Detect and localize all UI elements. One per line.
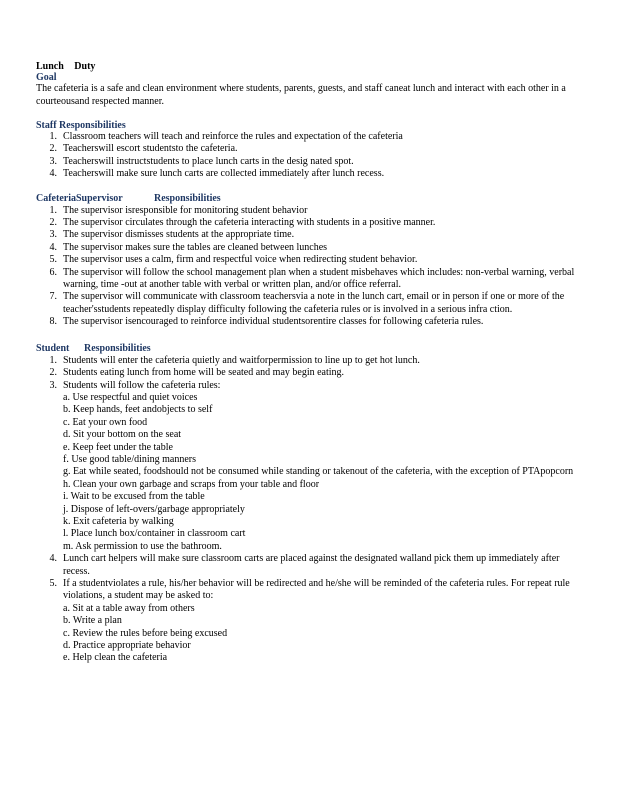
list-item: a. Use respectful and quiet voices [63, 391, 198, 403]
list-item: l. Place lunch box/container in classroom cart [63, 528, 246, 540]
list-item: b. Write a plan [63, 615, 122, 627]
list-item: i. Wait to be excused from the table [63, 491, 205, 503]
goal-text: The cafeteria is a safe and clean environment where students, parents, guests, and staff caneat lunch and interact with each other in a courteousand respected manner. [36, 83, 566, 107]
list-item: 5. The supervisor uses a calm, firm and respectful voice when redirecting student behavior. [49, 254, 418, 266]
list-item: 1. The supervisor isresponsible for monitoring student behavior [49, 204, 308, 216]
staff-heading: Staff Responsibilities [36, 120, 126, 131]
student-section [36, 343, 584, 665]
list-item: 7. The supervisor will communicate with classroom teachersvia a note in the lunch cart, email or in person if one or more of the teacher'sstudents repeatedly display difficulty following the cafeteria rules or is involved in a serious infra ction. [49, 291, 565, 315]
list-item: j. Dispose of left-overs/garbage appropriately [63, 503, 245, 515]
list-item: h. Clean your own garbage and scraps from your table and floor [63, 478, 320, 490]
supervisor-section [36, 193, 584, 329]
list-item: 3. Teacherswill instructstudents to place lunch carts in the desig nated spot. [49, 155, 354, 167]
goal-heading: Goal [36, 72, 57, 83]
list-item: 4. The supervisor makes sure the tables are cleaned between lunches [49, 241, 328, 253]
list-item: 8. The supervisor isencouraged to reinforce individual studentsorentire classes for following cafeteria rules. [49, 316, 484, 328]
document-page [36, 61, 584, 665]
list-item: 4. Lunch cart helpers will make sure classroom carts are placed against the designated walland pick them up immediately after recess. [49, 553, 560, 577]
list-item: e. Help clean the cafeteria [63, 652, 168, 664]
list-item: 2. The supervisor circulates through the cafeteria interacting with students in a positive manner. [49, 217, 436, 229]
list-item: 3. Students will follow the cafeteria rules: a. Use respectful and quiet voices b. Keep hands, feet andobjects to self c. Eat your own food d. Sit your bottom on the seat e. Keep feet under the table f. Use good table/dining manners g. Eat while seated, foodshould not be consumed while standing or takenout of the cafeteria, with the exception of PTApopcorn h. Clean your own garbage and scraps from your table and floor i. Wait to be excused from the table j. Dispose of left-overs/garbage appropriately k. Exit cafeteria by walking l. Place lunch box/container in classroom cart m. Ask permission to use the bathroom. [36, 380, 584, 554]
list-item: b. Keep hands, feet andobjects to self [63, 404, 213, 416]
list-item: 6. The supervisor will follow the school management plan when a student misbehaves which includes: non-verbal warning, verbal warning, time -out at another table with verbal or written plan, and/or office referral. [49, 266, 575, 291]
list-item: c. Review the rules before being excused [63, 627, 228, 639]
list-item: 2. Students eating lunch from home will be seated and may begin eating. [49, 367, 345, 379]
supervisor-heading: CafeteriaSupervisor Responsibilities [36, 192, 221, 204]
student-list [36, 355, 584, 665]
list-item: c. Eat your own food [63, 416, 148, 428]
list-item: m. Ask permission to use the bathroom. [63, 540, 222, 552]
consequences-list [63, 603, 584, 665]
list-item: e. Keep feet under the table [63, 441, 173, 453]
rules-intro: Students will follow the cafeteria rules: [63, 379, 221, 391]
student-heading: Student Responsibilities [36, 342, 151, 354]
list-item: 3. The supervisor dismisses students at the appropriate time. [49, 229, 295, 241]
cafeteria-rules-list [63, 392, 584, 553]
consequences-intro: If a studentviolates a rule, his/her behavior will be redirected and he/she will be reminded of the cafeteria rules. For repeat rule violations, a student may be asked to: [63, 578, 570, 602]
list-item: 5. If a studentviolates a rule, his/her behavior will be redirected and he/she will be reminded of the cafeteria rules. For repeat rule violations, a student may be asked to: a. Sit at a table away from others b. Write a plan c. Review the rules before being excused d. Practice appropriate behavior e. Help clean the cafeteria [36, 578, 584, 665]
list-item: d. Sit your bottom on the seat [63, 429, 182, 441]
staff-list [36, 131, 584, 181]
staff-section [36, 120, 584, 181]
list-item: 1. Classroom teachers will teach and reinforce the rules and expectation of the cafeteria [49, 131, 403, 142]
list-item: d. Practice appropriate behavior [63, 640, 191, 652]
list-item: a. Sit at a table away from others [63, 602, 195, 614]
supervisor-list [36, 205, 584, 329]
list-item: k. Exit cafeteria by walking [63, 515, 174, 527]
list-item: 1. Students will enter the cafeteria quietly and waitforpermission to line up to get hot lunch. [49, 354, 420, 366]
list-item: f. Use good table/dining manners [63, 453, 197, 465]
document-title: Lunch Duty [36, 61, 96, 72]
list-item: g. Eat while seated, foodshould not be consumed while standing or takenout of the cafeteria, with the exception of PTApopcorn [63, 466, 574, 478]
list-item: 2. Teacherswill escort studentsto the cafeteria. [49, 143, 238, 155]
list-item: 4. Teacherswill make sure lunch carts are collected immediately after lunch recess. [49, 168, 385, 180]
